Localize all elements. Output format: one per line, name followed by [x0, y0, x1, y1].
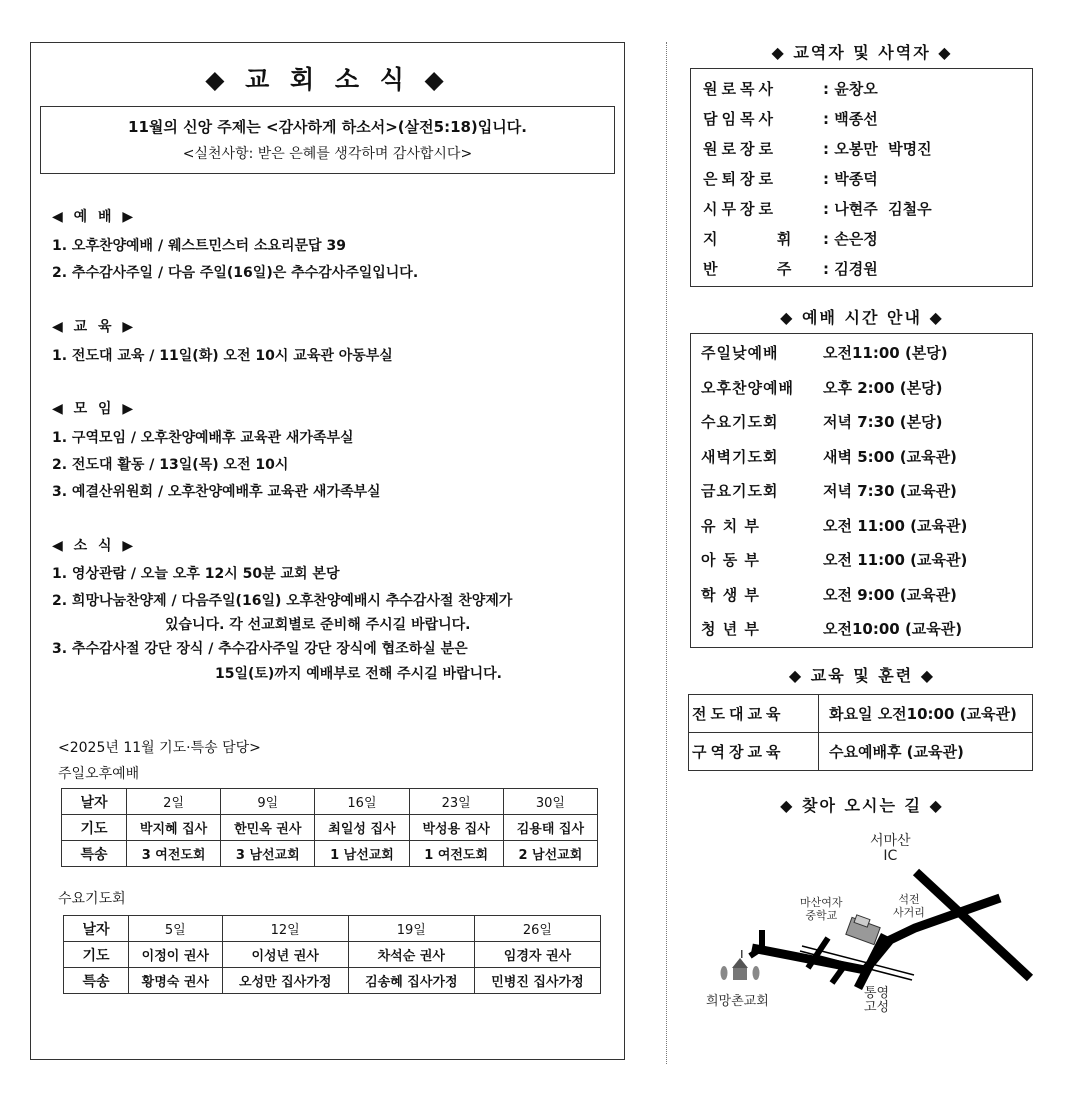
service-time: 오전 11:00 (교육관): [823, 516, 968, 535]
column-divider: [666, 42, 667, 1064]
staff-name: 백종선: [834, 110, 878, 128]
section-heading-meeting: ◀ 모 임 ▶: [52, 401, 137, 417]
service-time: 새벽 5:00 (교육관): [823, 447, 957, 466]
row-header-cell: 기도: [62, 815, 127, 841]
staff-row: [691, 224, 1032, 254]
service-time: 저녁 7:30 (본당): [823, 413, 943, 431]
staff-role: 반 주: [703, 260, 796, 278]
table-cell: 박성용 집사: [409, 815, 503, 841]
service-name: 아 동 부: [701, 551, 760, 569]
wednesday-duty-table: [63, 915, 601, 994]
sunday-duty-title: 주일오후예배: [58, 766, 140, 782]
service-time: 오전 9:00 (교육관): [823, 585, 957, 604]
service-row: [691, 612, 1032, 647]
service-name: 수요기도회: [701, 413, 779, 431]
map-label-ic: 서마산 IC: [870, 833, 911, 864]
training-time: 화요일 오전10:00 (교육관): [819, 695, 1033, 733]
table-cell: 16일: [315, 789, 409, 815]
table-row: [64, 968, 601, 994]
staff-row: [691, 194, 1032, 224]
staff-row: [691, 134, 1032, 164]
news-item: 3. 추수감사절 강단 장식 / 추수감사주일 강단 장식에 협조하실 분은: [52, 641, 468, 657]
training-time: 수요예배후 (교육관): [819, 733, 1033, 771]
row-header-cell: 기도: [64, 942, 129, 968]
table-cell: 2 남선교회: [503, 841, 597, 867]
table-cell: 3 여전도회: [127, 841, 221, 867]
staff-row: [691, 104, 1032, 134]
news-item: 1. 전도대 교육 / 11일(화) 오전 10시 교육관 아동부실: [52, 348, 393, 364]
row-header-cell: 날자: [62, 789, 127, 815]
service-name: 금요기도회: [701, 482, 779, 500]
table-cell: 1 여전도회: [409, 841, 503, 867]
service-times-box: [690, 333, 1033, 648]
table-cell: 황명숙 권사: [129, 968, 223, 994]
colon: :: [823, 140, 835, 158]
colon: :: [823, 170, 835, 188]
map-label-school: 마산여자 중학교: [800, 896, 843, 922]
staff-role: 원로장로: [703, 140, 777, 158]
service-name: 유 치 부: [701, 516, 760, 535]
table-cell: 박지혜 집사: [127, 815, 221, 841]
table-row: [62, 815, 598, 841]
table-cell: 이정이 권사: [129, 942, 223, 968]
staff-row: [691, 254, 1032, 284]
table-cell: 오성만 집사가정: [222, 968, 348, 994]
table-cell: 차석순 권사: [348, 942, 474, 968]
service-row: [691, 440, 1032, 475]
table-cell: 1 남선교회: [315, 841, 409, 867]
staff-role: 원로목사: [703, 80, 777, 98]
training-heading: ◆ 교육 및 훈련 ◆: [788, 666, 936, 685]
branch-road: [750, 930, 762, 956]
service-time: 오전11:00 (본당): [823, 344, 948, 362]
news-item: 2. 추수감사주일 / 다음 주일(16일)은 추수감사주일입니다.: [52, 265, 419, 281]
map-label-south: 통영 고성: [864, 986, 890, 1015]
service-time: 오후 2:00 (본당): [823, 378, 943, 397]
map-label-crossroad: 석전 사거리: [893, 893, 925, 919]
news-item: 1. 구역모임 / 오후찬양예배후 교육관 새가족부실: [52, 430, 354, 446]
table-cell: 23일: [409, 789, 503, 815]
table-row: [62, 789, 598, 815]
service-row: [691, 474, 1032, 509]
colon: :: [823, 110, 835, 128]
colon: :: [823, 200, 835, 218]
service-name: 주일낮예배: [701, 344, 779, 362]
training-table: [688, 694, 1033, 771]
table-cell: 한민옥 권사: [221, 815, 315, 841]
news-item-cont: 있습니다. 각 선교회별로 준비해 주시길 바랍니다.: [165, 617, 471, 633]
service-row: [691, 371, 1032, 406]
theme-line: 11월의 신앙 주제는 <감사하게 하소서>(살전5:18)입니다.: [128, 118, 527, 136]
service-row: [691, 543, 1032, 578]
service-name: 청 년 부: [701, 620, 760, 638]
map-label-church: 희망촌교회: [706, 994, 769, 1009]
service-time: 저녁 7:30 (교육관): [823, 482, 957, 500]
table-cell: 26일: [474, 916, 600, 942]
staff-name: 박종덕: [834, 170, 878, 188]
practice-line: <실천사항: 받은 은혜를 생각하며 감사합시다>: [182, 146, 473, 162]
staff-heading: ◆ 교역자 및 사역자 ◆: [771, 43, 953, 62]
table-cell: 19일: [348, 916, 474, 942]
staff-role: 담임목사: [703, 110, 777, 128]
news-item: 3. 예결산위원회 / 오후찬양예배후 교육관 새가족부실: [52, 484, 381, 500]
table-cell: 최일성 집사: [315, 815, 409, 841]
staff-name: 윤창오: [834, 80, 878, 98]
page-title: ◆ 교 회 소 식 ◆: [205, 65, 450, 94]
sunday-duty-table: [61, 788, 598, 867]
table-row: [64, 942, 601, 968]
section-heading-worship: ◀ 예 배 ▶: [52, 209, 137, 225]
table-cell: 민병진 집사가정: [474, 968, 600, 994]
staff-role: 지 휘: [703, 230, 796, 248]
service-row: [691, 578, 1032, 613]
training-name: 구역장교육: [689, 733, 819, 771]
wednesday-duty-title: 수요기도회: [58, 891, 126, 907]
table-row: [64, 916, 601, 942]
table-cell: 9일: [221, 789, 315, 815]
service-name: 오후찬양예배: [701, 378, 794, 397]
section-heading-education: ◀ 교 육 ▶: [52, 319, 137, 335]
table-cell: 3 남선교회: [221, 841, 315, 867]
table-cell: 5일: [129, 916, 223, 942]
news-item: 2. 희망나눔찬양제 / 다음주일(16일) 오후찬양예배시 추수감사절 찬양제가: [52, 593, 513, 609]
school-building-icon: [846, 915, 880, 945]
table-cell: 김송혜 집사가정: [348, 968, 474, 994]
service-name: 새벽기도회: [701, 447, 779, 466]
row-header-cell: 특송: [62, 841, 127, 867]
service-row: [691, 509, 1032, 544]
railway: [800, 951, 912, 980]
table-cell: 김용태 집사: [503, 815, 597, 841]
training-row: [689, 733, 1033, 771]
staff-role: 시무장로: [703, 200, 777, 218]
staff-row: [691, 164, 1032, 194]
colon: :: [823, 260, 835, 278]
duty-title: <2025년 11월 기도·특송 담당>: [58, 740, 261, 756]
staff-name: 오봉만 박명진: [834, 140, 932, 158]
staff-name: 나현주 김철우: [834, 200, 932, 218]
monthly-theme-box: [40, 106, 615, 174]
colon: :: [823, 80, 835, 98]
news-item: 1. 영상관람 / 오늘 오후 12시 50분 교회 본당: [52, 566, 340, 582]
table-row: [62, 841, 598, 867]
service-time: 오전 11:00 (교육관): [823, 551, 968, 569]
services-heading: ◆ 예배 시간 안내 ◆: [780, 308, 944, 327]
table-cell: 2일: [127, 789, 221, 815]
news-item: 1. 오후찬양예배 / 웨스트민스터 소요리문답 39: [52, 238, 346, 254]
news-item: 2. 전도대 활동 / 13일(목) 오전 10시: [52, 457, 289, 473]
table-cell: 30일: [503, 789, 597, 815]
colon: :: [823, 230, 835, 248]
staff-role: 은퇴장로: [703, 170, 777, 188]
service-time: 오전10:00 (교육관): [823, 620, 963, 638]
news-item-cont: 15일(토)까지 예배부로 전해 주시길 바랍니다.: [215, 666, 503, 682]
row-header-cell: 특송: [64, 968, 129, 994]
row-header-cell: 날자: [64, 916, 129, 942]
table-cell: 12일: [222, 916, 348, 942]
training-name: 전도대교육: [689, 695, 819, 733]
service-row: [691, 336, 1032, 371]
directions-heading: ◆ 찾아 오시는 길 ◆: [780, 796, 944, 815]
section-heading-news: ◀ 소 식 ▶: [52, 538, 137, 554]
service-name: 학 생 부: [701, 585, 760, 604]
service-row: [691, 405, 1032, 440]
staff-name: 손은정: [834, 230, 878, 248]
table-cell: 이성년 권사: [222, 942, 348, 968]
table-cell: 임경자 권사: [474, 942, 600, 968]
staff-box: [690, 68, 1033, 287]
training-row: [689, 695, 1033, 733]
staff-row: [691, 74, 1032, 104]
staff-name: 김경원: [834, 260, 878, 278]
